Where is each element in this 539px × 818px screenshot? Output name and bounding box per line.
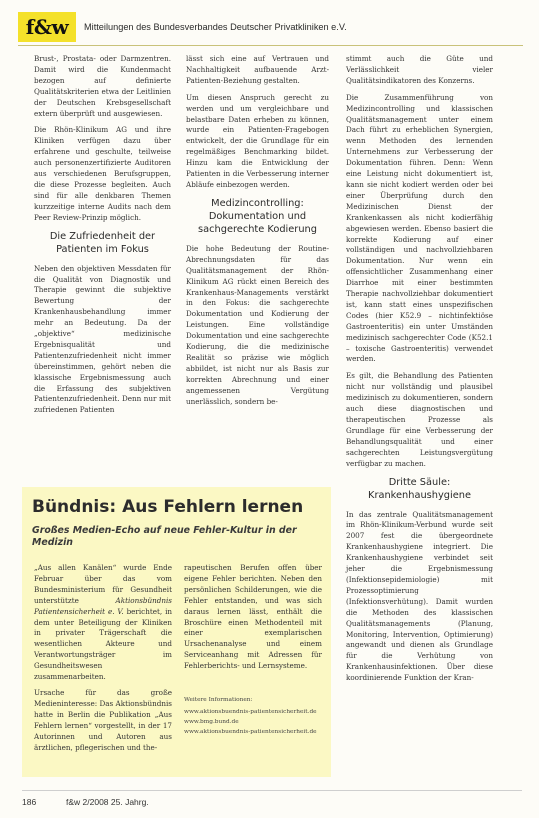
col3-paragraph-3: Es gilt, die Behandlung des Patienten nicht nur vollständig und plausibel medizinisch zu dokumentieren, sondern auch diese diagnostischen und therapeutischen Prozesse als Grundlage für eine Verbesserung der Behandlungsqualität und einer sachgerechten Leistungsvergütung verfügbar zu machen. bbox=[346, 371, 493, 468]
box-col1-text-a: „Aus allen Kanälen“ wurde Ende Februar über das vom Bundesministerium für Gesundheit unterstützte bbox=[34, 563, 172, 605]
footer-issue: f&w 2/2008 25. Jahrg. bbox=[66, 797, 149, 807]
box-subtitle: Großes Medien-Echo auf neue Fehler-Kultur in der Medizin bbox=[32, 525, 297, 548]
box-col2-paragraph-1: rapeutischen Berufen offen über eigene Fehler berichten. Neben den persönlichen Schilderungen, wie die Fehler entstanden, und was sich daraus lernen lässt, enthält die Broschüre einen Methodenteil mit einer exemplarischen Ursachenanalyse und einem Serviceanhang mit Adressen für Fehlerberichts- und Lernsysteme. bbox=[184, 563, 322, 671]
box-column-1 bbox=[34, 563, 172, 758]
col1-paragraph-2: Die Rhön-Klinikum AG und ihre Kliniken verfügen dazu über erfahrene und geschulte, teilweise auch personenzertifizierte Auditoren aus verschiedenen Berufsgruppen, die diese Prozesse begleiten. Auch sind für alle denkbaren Themen kurzzeitige interne Audits nach dem Peer Review-Prinzip möglich. bbox=[34, 125, 171, 222]
column-2 bbox=[186, 54, 329, 413]
column-3 bbox=[346, 54, 493, 690]
page-header bbox=[18, 12, 523, 46]
footer-rule bbox=[22, 790, 522, 791]
col3-paragraph-1: stimmt auch die Güte und Verlässlichkeit vieler Qualitätsindikatoren des Konzerns. bbox=[346, 54, 493, 85]
col3-paragraph-4: In das zentrale Qualitätsmanagement im Rhön-Klinikum-Verbund wurde seit 2007 fest die übergeordnete Krankenhaushygiene integriert. Die Krankenhaushygiene verbindet seit jeher die Ergebnismessung (Infektionsepidemiologie) mit Prozessoptimierung (Infektionsverhütung). Damit wurden die Methoden des klassischen Qualitätsmanagements (Planung, Monitoring, Intervention, Optimierung) angewandt und dienen als Grundlage für die Verhütung von Krankenhausinfektionen. Über diese koordinierende Funktion der Kran- bbox=[346, 509, 493, 683]
col1-heading: Die Zufriedenheit der Patienten im Fokus bbox=[49, 230, 156, 255]
col2-paragraph-2: Um diesen Anspruch gerecht zu werden und um vergleichbare und belastbare Daten erheben zu können, wurde ein Patienten-Fragebogen entwickelt, der die Grundlage für ein regelmäßiges Benchmarking bildet. Hinzu kam die Entwicklung der Patienten in die Verbesserung interner Abläufe einbezogen werden. bbox=[186, 92, 329, 189]
box-col1-text-b: berichtet, in dem unter Beteiligung der Kliniken in privater Trägerschaft die wesentlichen Akteure und Verantwortungsträger im Gesundheitswesen zusammenarbeiten. bbox=[34, 606, 172, 682]
box-title: Bündnis: Aus Fehlern lernen bbox=[32, 497, 304, 517]
page-number: 186 bbox=[22, 797, 37, 807]
header-title: Mitteilungen des Bundesverbandes Deutscher Privatkliniken e.V. bbox=[84, 22, 347, 32]
col2-paragraph-1: lässt sich eine auf Vertrauen und Nachhaltigkeit aufbauende Arzt-Patienten-Beziehung gestalten. bbox=[186, 54, 329, 85]
link-aktionsbuendnis[interactable]: www.aktionsbuendnis-patientensicherheit.de bbox=[184, 709, 317, 715]
box-col1-paragraph-2: Ursache für das große Medieninteresse: Das Aktionsbündnis hatte in Berlin die Publikation „Aus Fehlern lernen“ vorgestellt, in der 17 Autorinnen und Autoren aus ärztlichen, pflegerischen und the- bbox=[34, 687, 172, 752]
link-bmg[interactable]: www.bmg.bund.de bbox=[184, 719, 239, 725]
col2-paragraph-3: Die hohe Bedeutung der Routine-Abrechnungsdaten für das Qualitätsmanagement der Rhön-Klinikum AG rückt einen Bereich des Krankenhaus-Managements verstärkt in den Fokus: die sachgerechte Dokumentation und Kodierung der Leistungen. Eine vollständige Dokumentation und eine sachgerechte Kodierung, die die medizinische Realität so präzise wie möglich abbildet, ist nicht nur als Basis zur korrekten Abrechnung und einer angemessenen Vergütung unerlässlich, sondern be- bbox=[186, 243, 329, 406]
col1-paragraph-1: Brust-, Prostata- oder Darmzentren. Damit wird die Kundenmacht bezogen auf definierte Qualitätskriterien etwa der Leitlinien der Deutschen Krebsgesellschaft extern überprüft und ausgewiesen. bbox=[34, 54, 171, 118]
col2-heading bbox=[186, 197, 329, 236]
col2-heading-line-3: sachgerechte Kodierung bbox=[198, 223, 317, 235]
col2-heading-line-2: Dokumentation und bbox=[208, 210, 307, 222]
col2-heading-line-1: Medizincontrolling: bbox=[211, 197, 304, 209]
box-links bbox=[184, 695, 322, 737]
column-1 bbox=[34, 54, 171, 422]
col3-paragraph-2: Die Zusammenführung von Medizincontrolling und klassischen Qualitätsmanagement unter einem Dach führt zu erheblichen Synergien, wenn Methoden des lernenden Unternehmens zur Verbesserung der Dokumentation führen. Denn: Wenn eine Leistung nicht dokumentiert ist, kann sie nicht kodiert werden oder bei einer Überprüfung durch den Medizinischen Dienst der Krankenkassen als nicht kodierfähig abgewiesen werden. Ebenso basiert die korrekte Kodierung auf einer vollständigen und nachvollziehbaren Dokumentation. Nur wenn ein offensichtlicher Zusammenhang einer Diarrhoe mit einer bestimmten Therapie nachvollziehbar dokumentiert ist, kann statt eines unspezifischen Codes (hier K52.9 – nichtinfektiöse Gastroenteritis) ein unter Umständen medizinisch sachgerechter Code (K52.1 – toxische Gastroenteritis) verwendet werden. bbox=[346, 92, 493, 364]
fw-logo: f&w bbox=[18, 12, 76, 42]
box-column-2 bbox=[184, 563, 322, 677]
box-col1-paragraph-1 bbox=[34, 563, 172, 683]
col3-heading bbox=[346, 476, 493, 502]
col1-paragraph-3: Neben den objektiven Messdaten für die Qualität von Diagnostik und Therapie gewinnt die subjektive Bewertung der Krankenhausbehandlung immer mehr an Bedeutung. Da der „objektive“ medizinische Ergebnisqualität und Patientenzufriedenheit nicht immer übereinstimmen, gehört neben die klassische Ergebnismessung auch die Erfassung des subjektiven Patientenzufriedenheit. Denn nur mit zufriedenen Patienten bbox=[34, 263, 171, 415]
col3-heading-line-1: Dritte Säule: bbox=[388, 476, 451, 488]
col3-heading-line-2: Krankenhaushygiene bbox=[368, 489, 471, 501]
link-aktionsbuendnis-2[interactable]: www.aktionsbuendnis-patientensicherheit.de bbox=[184, 729, 317, 735]
box-col1-emphasis: Aktionsbündnis Patientensicherheit e. V. bbox=[34, 595, 172, 616]
info-box bbox=[22, 487, 331, 777]
links-label: Weitere Informationen: bbox=[184, 697, 253, 703]
